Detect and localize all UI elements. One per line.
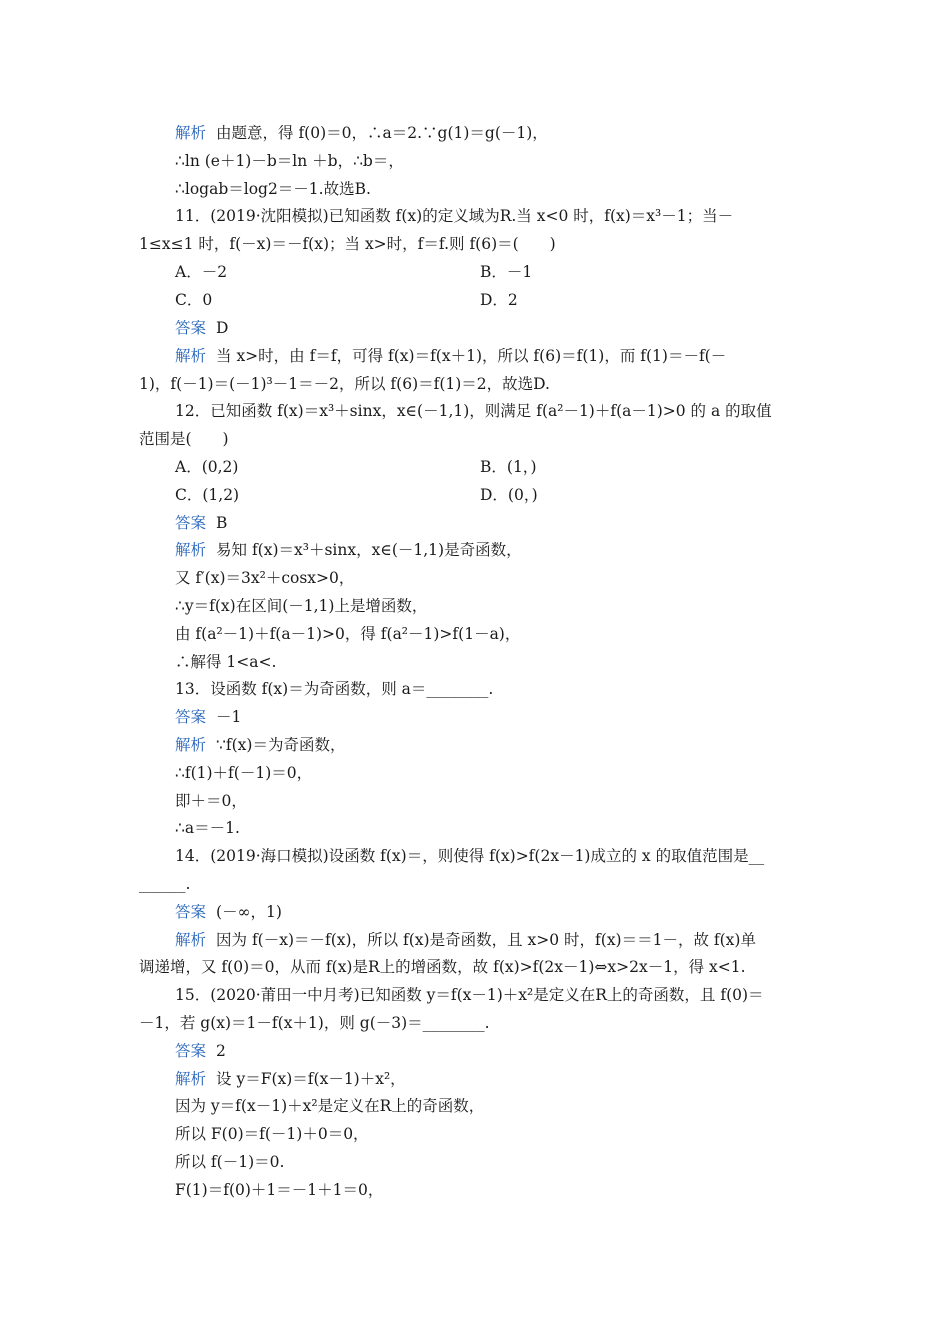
line-text: 11．(2019·沈阳模拟)已知函数 f(x)的定义域为R.当 x<0 时，f(x)＝x³－1；当－ [175, 207, 734, 225]
option-c [175, 485, 239, 505]
line [175, 763, 312, 783]
answer-label: 答案 [175, 1042, 207, 1060]
analysis-label: 解析 [175, 347, 207, 365]
line [175, 624, 520, 644]
line [175, 791, 247, 811]
analysis-label: 解析 [175, 541, 207, 559]
line-text: B [216, 514, 228, 532]
line [139, 1013, 490, 1033]
line-text: 2 [216, 1042, 226, 1060]
answer-label: 答案 [175, 514, 207, 532]
line-text: 所以 F(0)＝f(－1)＋0＝0， [175, 1125, 369, 1143]
analysis-label: 解析 [175, 1070, 207, 1088]
line-text: 所以 f(－1)＝0. [175, 1153, 285, 1171]
option-c [175, 290, 212, 310]
line-text: D [216, 319, 229, 337]
question-11 [175, 206, 733, 226]
question-14 [175, 846, 764, 866]
line-text: F(1)＝f(0)＋1＝－1＋1＝0， [175, 1181, 384, 1199]
question-12 [175, 401, 772, 421]
line-text: ∴f(1)＋f(－1)＝0， [175, 764, 313, 782]
question-15 [175, 985, 764, 1005]
line-text: ∵f(x)＝为奇函数， [216, 736, 346, 754]
answer-line [175, 513, 227, 533]
option-b [480, 262, 532, 282]
answer-label: 答案 [175, 903, 207, 921]
answer-line [175, 707, 241, 727]
line-text: ______. [139, 875, 191, 893]
analysis-label: 解析 [175, 124, 207, 142]
line-text: －1 [216, 708, 242, 726]
line-text: 12．已知函数 f(x)＝x³＋sinx，x∈(－1,1)，则满足 f(a²－1)＋f(a－1)>0 的 a 的取值 [175, 402, 772, 420]
answer-line [175, 902, 282, 922]
line [175, 596, 427, 616]
line-text: 13．设函数 f(x)＝为奇函数，则 a＝________. [175, 680, 494, 698]
line [175, 652, 276, 672]
line [139, 874, 190, 894]
option-a [175, 457, 238, 477]
line-text: 调递增，又 f(0)＝0，从而 f(x)是R上的增函数，故 f(x)>f(2x－1)⇔x>2x－1，得 x<1. [139, 958, 746, 976]
answer-line [175, 318, 228, 338]
line [139, 234, 556, 254]
line-text: A．(0,2) [175, 458, 239, 476]
option-d [480, 485, 538, 505]
line-text: 1≤x≤1 时，f(－x)＝－f(x)；当 x>时，f＝f.则 f(6)＝( ) [139, 235, 556, 253]
line [175, 123, 548, 143]
line-text: B．－1 [480, 263, 533, 281]
line [139, 429, 229, 449]
line-text: D．2 [480, 291, 518, 309]
line [175, 1124, 369, 1144]
line-text: A．－2 [175, 263, 228, 281]
line-text: C．(1,2) [175, 486, 240, 504]
line [175, 930, 756, 950]
line [175, 540, 522, 560]
line [175, 818, 240, 838]
line [175, 1096, 484, 1116]
line-text: 由题意，得 f(0)＝0，∴a＝2.∵g(1)＝g(－1)， [216, 124, 548, 142]
line-text: 易知 f(x)＝x³＋sinx，x∈(－1,1)是奇函数， [216, 541, 522, 559]
line-text: B．(1，) [480, 458, 537, 476]
line [175, 151, 404, 171]
line [175, 1180, 383, 1200]
option-b [480, 457, 537, 477]
line [175, 346, 726, 366]
line-text: 14．(2019·海口模拟)设函数 f(x)＝，则使得 f(x)>f(2x－1)成立的 x 的取值范围是__ [175, 847, 765, 865]
line-text: 由 f(a²－1)＋f(a－1)>0，得 f(a²－1)>f(1－a)， [175, 625, 521, 643]
analysis-label: 解析 [175, 736, 207, 754]
line-text: 15．(2020·莆田一中月考)已知函数 y＝f(x－1)＋x²是定义在R上的奇函数，且 f(0)＝ [175, 986, 764, 1004]
line-text: 因为 f(－x)＝－f(x)，所以 f(x)是奇函数，且 x>0 时，f(x)＝＝1－，故 f(x)单 [216, 931, 756, 949]
answer-label: 答案 [175, 708, 207, 726]
line-text: 当 x>时，由 f＝f，可得 f(x)＝f(x＋1)，所以 f(6)＝f(1)，而 f(1)＝－f(－ [216, 347, 727, 365]
line-text: ∴a＝－1. [175, 819, 240, 837]
line-text: ∴logab＝log2＝－1.故选B. [175, 180, 371, 198]
line-text: (－∞，1) [216, 903, 282, 921]
answer-line [175, 1041, 226, 1061]
line-text: 1)，f(－1)＝(－1)³－1＝－2，所以 f(6)＝f(1)＝2，故选D. [139, 375, 550, 393]
option-d [480, 290, 518, 310]
line-text: 设 y＝F(x)＝f(x－1)＋x²， [216, 1070, 406, 1088]
line [175, 735, 345, 755]
analysis-label: 解析 [175, 931, 207, 949]
line-text: 即＋＝0， [175, 792, 247, 810]
line [175, 1069, 406, 1089]
line-text: ∴解得 1<a<. [175, 653, 277, 671]
line [139, 374, 550, 394]
answer-label: 答案 [175, 319, 207, 337]
line [175, 179, 371, 199]
line-text: 又 f′(x)＝3x²＋cosx>0， [175, 569, 355, 587]
line [175, 568, 354, 588]
line-text: 范围是( ) [139, 430, 229, 448]
question-13 [175, 679, 493, 699]
line-text: －1，若 g(x)＝1－f(x＋1)，则 g(－3)＝________. [139, 1014, 490, 1032]
line-text: 因为 y＝f(x－1)＋x²是定义在R上的奇函数， [175, 1097, 485, 1115]
line-text: D．(0，) [480, 486, 538, 504]
option-a [175, 262, 227, 282]
line-text: C．0 [175, 291, 213, 309]
line-text: ∴y＝f(x)在区间(－1,1)上是增函数， [175, 597, 428, 615]
line [139, 957, 746, 977]
line-text: ∴ln (e＋1)－b＝ln ＋b，∴b＝， [175, 152, 404, 170]
line [175, 1152, 284, 1172]
